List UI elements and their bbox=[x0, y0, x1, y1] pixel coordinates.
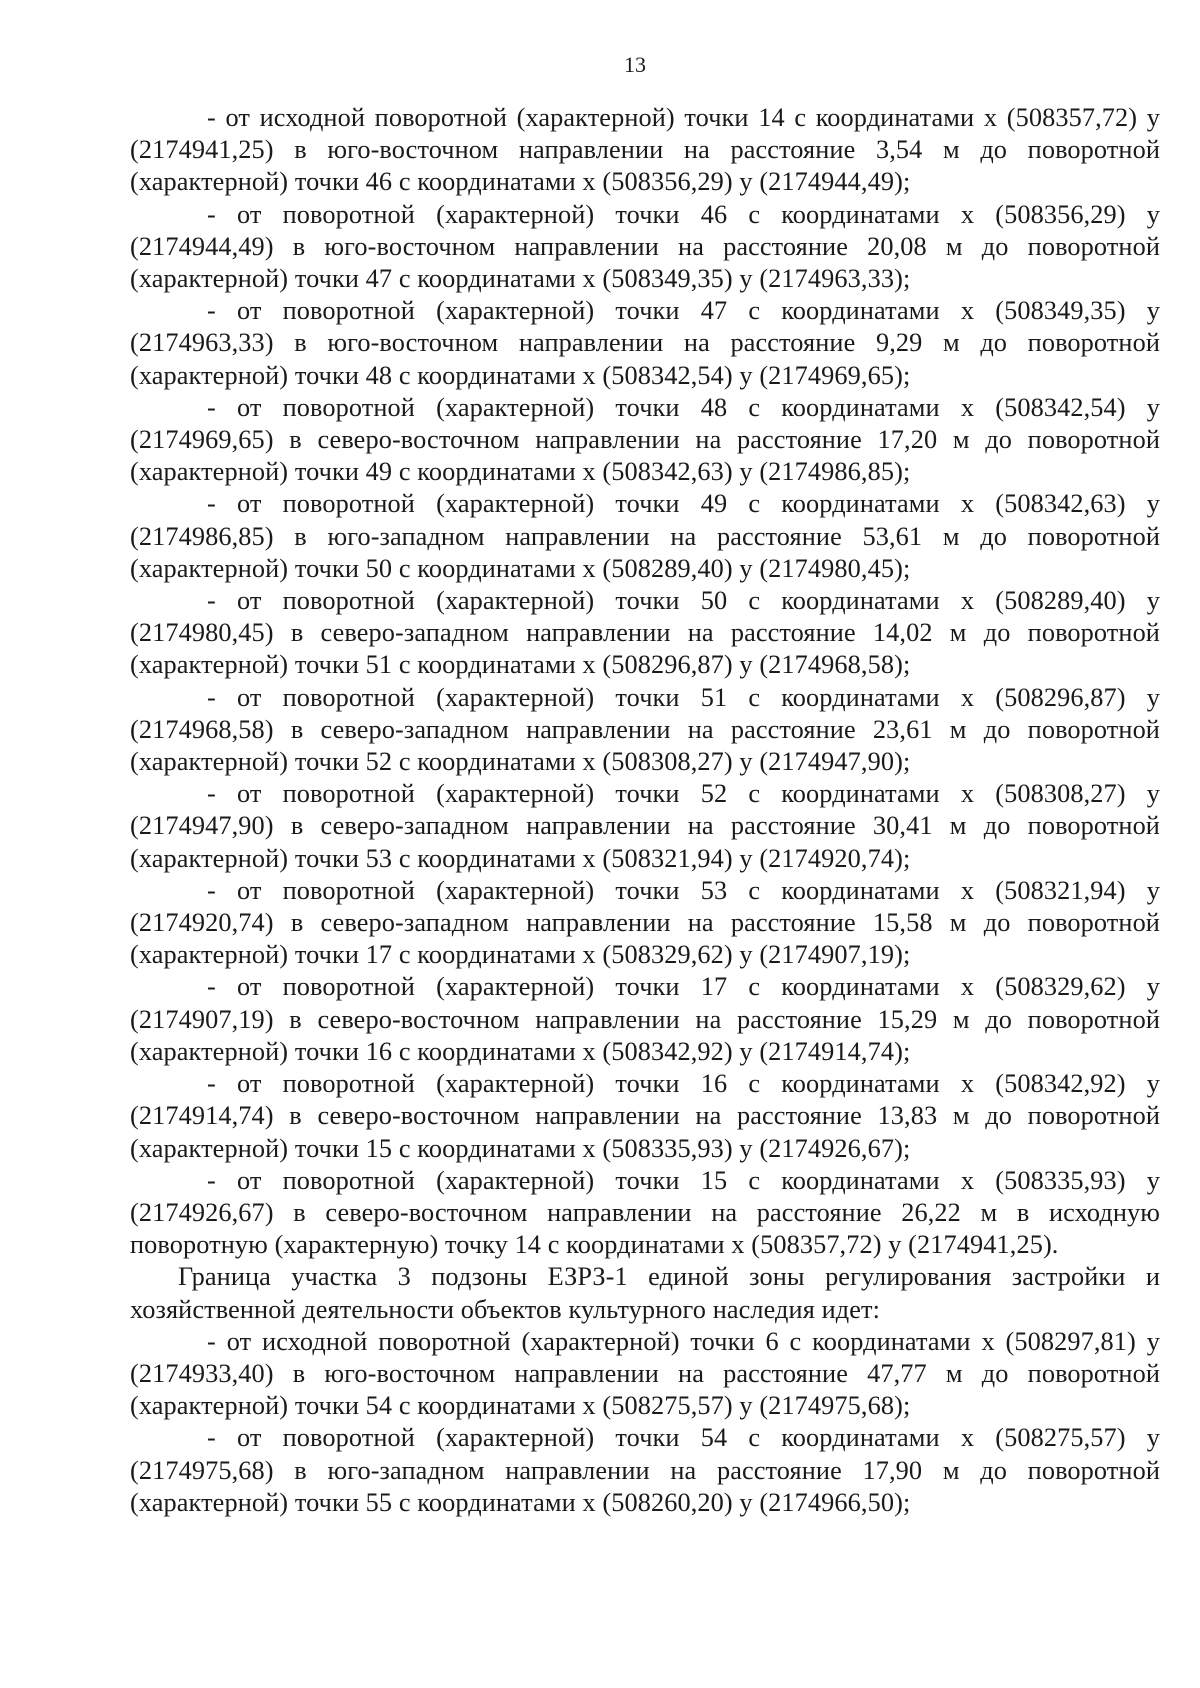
paragraph-point-53-to-17: - от поворотной (характерной) точки 53 с координатами x (508321,94) y (2174920,74) в северо-западном направлении на расстояние 15,58 м до поворотной (характерной) точки 17 с координатами x (508329,62) y (2174907,19); bbox=[130, 875, 1160, 970]
paragraph-point-50-to-51: - от поворотной (характерной) точки 50 с координатами x (508289,40) y (2174980,45) в северо-западном направлении на расстояние 14,02 м до поворотной (характерной) точки 51 с координатами x (508296,87) y (2174968,58); bbox=[130, 586, 1160, 680]
paragraph-point-15-to-14: - от поворотной (характерной) точки 15 с координатами x (508335,93) y (2174926,67) в северо-восточном направлении на расстояние 26,22 м в исходную поворотную (характерную) точку 14 с координатами x (508357,72) y (2174941,25). bbox=[130, 1165, 1160, 1260]
section-heading-plot-3: Граница участка 3 подзоны ЕЗРЗ-1 единой зоны регулирования застройки и хозяйственной деятельности объектов культурного наследия идет: bbox=[130, 1262, 1160, 1324]
paragraph-point-16-to-15: - от поворотной (характерной) точки 16 с координатами x (508342,92) y (2174914,74) в северо-восточном направлении на расстояние 13,83 м до поворотной (характерной) точки 15 с координатами x (508335,93) y (2174926,67); bbox=[130, 1069, 1160, 1163]
page-number: 13 bbox=[624, 52, 646, 77]
paragraph-point-48-to-49: - от поворотной (характерной) точки 48 с координатами x (508342,54) y (2174969,65) в северо-восточном направлении на расстояние 17,20 м до поворотной (характерной) точки 49 с координатами x (508342,63) y (2174986,85); bbox=[130, 392, 1160, 487]
paragraph-point-47-to-48: - от поворотной (характерной) точки 47 с координатами x (508349,35) y (2174963,33) в юго-восточном направлении на расстояние 9,29 м до поворотной (характерной) точки 48 с координатами x (508342,54) y (2174969,65); bbox=[130, 296, 1160, 390]
document-page bbox=[130, 50, 1160, 1519]
paragraph-point-52-to-53: - от поворотной (характерной) точки 52 с координатами x (508308,27) y (2174947,90) в северо-западном направлении на расстояние 30,41 м до поворотной (характерной) точки 53 с координатами x (508321,94) y (2174920,74); bbox=[130, 779, 1160, 873]
paragraph-point-51-to-52: - от поворотной (характерной) точки 51 с координатами x (508296,87) y (2174968,58) в северо-западном направлении на расстояние 23,61 м до поворотной (характерной) точки 52 с координатами x (508308,27) y (2174947,90); bbox=[130, 682, 1160, 777]
paragraph-point-46-to-47: - от поворотной (характерной) точки 46 с координатами x (508356,29) y (2174944,49) в юго-восточном направлении на расстояние 20,08 м до поворотной (характерной) точки 47 с координатами x (508349,35) y (2174963,33); bbox=[130, 199, 1160, 294]
paragraph-point-17-to-16: - от поворотной (характерной) точки 17 с координатами x (508329,62) y (2174907,19) в северо-восточном направлении на расстояние 15,29 м до поворотной (характерной) точки 16 с координатами x (508342,92) y (2174914,74); bbox=[130, 972, 1160, 1066]
paragraph-point-6-to-54: - от исходной поворотной (характерной) точки 6 с координатами x (508297,81) y (2174933,40) в юго-восточном направлении на расстояние 47,77 м до поворотной (характерной) точки 54 с координатами x (508275,57) y (2174975,68); bbox=[130, 1326, 1160, 1421]
paragraph-point-54-to-55: - от поворотной (характерной) точки 54 с координатами x (508275,57) y (2174975,68) в юго-западном направлении на расстояние 17,90 м до поворотной (характерной) точки 55 с координатами x (508260,20) y (2174966,50); bbox=[130, 1423, 1160, 1517]
paragraph-point-14-to-46: - от исходной поворотной (характерной) точки 14 с координатами x (508357,72) y (2174941,25) в юго-восточном направлении на расстояние 3,54 м до поворотной (характерной) точки 46 с координатами x (508356,29) y (2174944,49); bbox=[130, 103, 1160, 197]
paragraph-point-49-to-50: - от поворотной (характерной) точки 49 с координатами x (508342,63) y (2174986,85) в юго-западном направлении на расстояние 53,61 м до поворотной (характерной) точки 50 с координатами x (508289,40) y (2174980,45); bbox=[130, 489, 1160, 583]
